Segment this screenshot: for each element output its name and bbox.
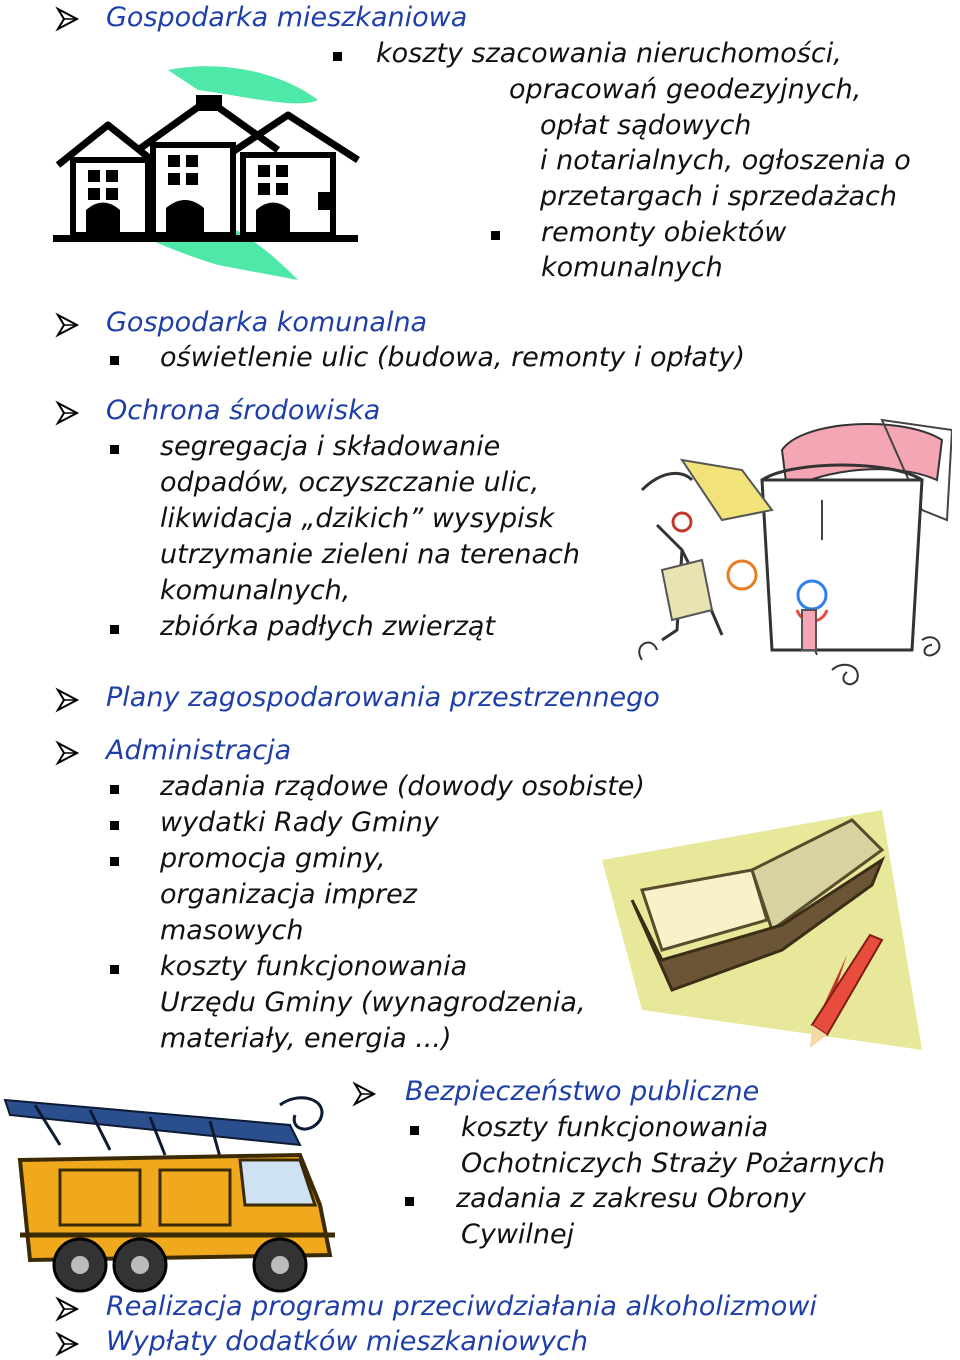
list-item: wydatki Rady Gminy xyxy=(160,807,439,838)
section-title-administration: Administracja xyxy=(106,735,292,766)
list-item: materiały, energia ...) xyxy=(160,1023,452,1054)
section-title-housing: Gospodarka mieszkaniowa xyxy=(106,2,468,33)
list-item: Urzędu Gminy (wynagrodzenia, xyxy=(160,987,586,1018)
arrow-bullet-icon xyxy=(55,687,81,713)
list-item: opłat sądowych xyxy=(540,110,752,141)
list-item: organizacja imprez xyxy=(160,879,417,910)
square-bullet-icon xyxy=(110,965,119,974)
list-item: zadania rządowe (dowody osobiste) xyxy=(160,771,645,802)
section-title-planning: Plany zagospodarowania przestrzennego xyxy=(106,682,660,713)
list-item: remonty obiektów xyxy=(541,217,787,248)
arrow-bullet-icon xyxy=(55,1296,81,1322)
square-bullet-icon xyxy=(110,821,119,830)
arrow-bullet-icon xyxy=(55,740,81,766)
book-illustration xyxy=(582,790,922,1060)
list-item: i notarialnych, ogłoszenia o xyxy=(540,145,911,176)
list-item: zbiórka padłych zwierząt xyxy=(160,611,496,642)
list-item: masowych xyxy=(160,915,304,946)
houses-illustration xyxy=(48,40,378,290)
section-title-alcohol: Realizacja programu przeciwdziałania alkoholizmowi xyxy=(106,1291,817,1322)
section-title-communal: Gospodarka komunalna xyxy=(106,307,428,338)
list-item: komunalnych, xyxy=(160,575,351,606)
list-item: utrzymanie zieleni na terenach xyxy=(160,539,580,570)
square-bullet-icon xyxy=(333,52,342,61)
arrow-bullet-icon xyxy=(55,400,81,426)
square-bullet-icon xyxy=(110,445,119,454)
square-bullet-icon xyxy=(110,625,119,634)
section-title-environment: Ochrona środowiska xyxy=(106,395,381,426)
square-bullet-icon xyxy=(110,356,119,365)
arrow-bullet-icon xyxy=(55,312,81,338)
section-title-allowances: Wypłaty dodatków mieszkaniowych xyxy=(106,1326,588,1357)
arrow-bullet-icon xyxy=(55,1331,81,1357)
list-item: oświetlenie ulic (budowa, remonty i opłaty) xyxy=(160,342,745,373)
square-bullet-icon xyxy=(491,231,500,240)
list-item: zadania z zakresu Obrony xyxy=(456,1183,806,1214)
recycling-illustration xyxy=(622,400,952,690)
list-item: komunalnych xyxy=(541,252,723,283)
list-item: promocja gminy, xyxy=(160,843,386,874)
list-item: koszty funkcjonowania xyxy=(461,1112,769,1143)
list-item: Ochotniczych Straży Pożarnych xyxy=(461,1148,886,1179)
list-item: koszty funkcjonowania xyxy=(160,951,468,982)
list-item: Cywilnej xyxy=(461,1219,575,1250)
list-item: likwidacja „dzikich” wysypisk xyxy=(160,503,555,534)
square-bullet-icon xyxy=(410,1126,419,1135)
list-item: koszty szacowania nieruchomości, xyxy=(376,38,842,69)
section-title-safety: Bezpieczeństwo publiczne xyxy=(405,1076,760,1107)
square-bullet-icon xyxy=(405,1197,414,1206)
square-bullet-icon xyxy=(110,785,119,794)
list-item: segregacja i składowanie xyxy=(160,431,501,462)
firetruck-illustration xyxy=(0,1085,345,1300)
list-item: przetargach i sprzedażach xyxy=(540,181,898,212)
list-item: opracowań geodezyjnych, xyxy=(509,74,862,105)
list-item: odpadów, oczyszczanie ulic, xyxy=(160,467,540,498)
arrow-bullet-icon xyxy=(55,6,81,32)
arrow-bullet-icon xyxy=(352,1081,378,1107)
square-bullet-icon xyxy=(110,857,119,866)
